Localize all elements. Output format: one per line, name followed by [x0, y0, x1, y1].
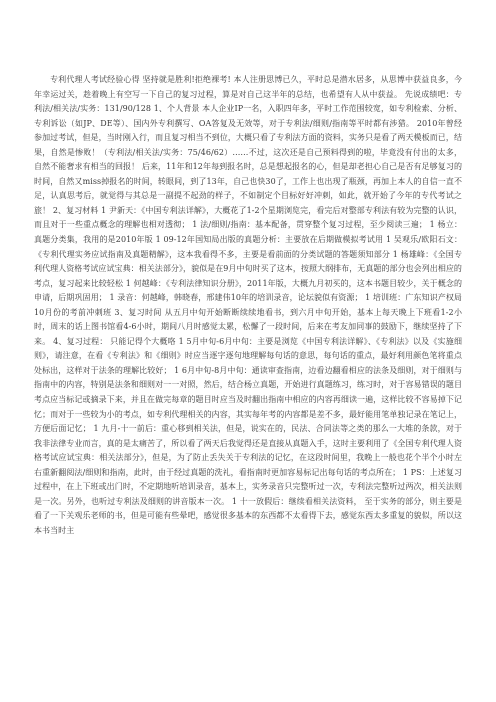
document-body: 专利代理人考试经验心得 坚持就是胜利!拒绝裸考! 本人注册思博已久，平时总是潜水居多，从思博中获益良多，今年幸运过关，趁着晚上有空写一下自己的复习过程，算是对自己这半年的总结，也希望有人从中获益。 先说成绩吧：专利法/相关法/实务：131/90/128 1、个人背景 本人企业IP一名，入职四年多，平时工作范围较宽，如专利检索、分析、专利诉讼（如JP、DE等）、国内外专利撰写、OA答复及无效等，对于专利法/细则/指南等平时都有涉猎。 2010年曾经参加过考试，但是，当时刚入行，而且复习相当不到位，大概只看了专利法方面的资料，实务只是看了两天模板而已，结果，自然是惨败！（专利法/相关法/实务：75/46/62）……不过，这次还是自己预料得到的啦，毕竟没有付出的太多，自然不能奢求有相当的回报！ 后来，11年和12年每到报名时，总是想起报名的心，但是却老担心自己是否有足够复习的时间，自然又miss掉报名的时间，转眼间，到了13年，自己也快30了，工作上也出现了瓶颈，再加上本人的自信一直不足，认真思考后，就觉得与其总是一副提不起劲的样子，不如制定个目标好好冲刺，如此，就开始了今年的专代考试之旅！ 2、复习材料 1 尹新天：《中国专利法详解》，大概花了1-2个星期浏览完，看完后对整部专利法有较为完整的认识，而且对于一些重点概念的理解也相对透彻； 1 法/细则/指南：基本配备，贯穿整个复习过程，至少阅读三遍； 1 杨立：真题分类集，我用的是2010年版 1 09-12年国知局出版的真题分析：主要放在后期做模拟考试用 1 吴观乐/欧阳石文：《专利代理实务应试指南及真题精解》，这本我看得不多，主要是看前面的分类试题的答题须知部分 1 杨雄峰：《全国专利代理人资格考试应试宝典：相关法部分》，貌似是在9月中旬时买了这本，按照大纲排布，无真题的部分也会列出相应的考点，复习起来比较轻松 1 何越峰：《专利法律知识分册》，2011年版，大概九月初买的，这本书题目较少，关于概念的申请，后期巩固用； 1 录音：何越峰，韩晓春，邢建伟10年的培训录音，论坛貌似有资源； 1 培训班：广东知识产权局10月份的考前冲刺班 3、复习时间 从五月中旬开始断断续续地看书，到六月中旬开始，基本上每天晚上下班看1-2小时，周末的话上图书馆看4-6小时，期间八月时感觉太累，松懈了一段时间，后来在考友加同事的鼓励下，继续坚持了下来。 4、复习过程： 只能记得个大概咯 1 5月中旬-6月中旬：主要是浏览《中国专利法详解》、《专利法》以及《实施细则》，请注意，在看《专利法》和《细则》时应当逐字逐句地理解每句话的意思，每句话的重点，最好利用颜色笔将重点处标出，这样对于法条的理解比较好； 1 6月中旬-8月中旬：通读审查指南，边看边翻看相应的法条及细则，对于细则与指南中的内容，特别是法条和细则对一一对照，然后，结合杨立真题，开始进行真题练习，练习时，对于容易错误的题目考点应当标记或摘录下来，并且在做完每章的题目时应当及时翻出指南中相应的内容再细读一遍，这样比较不容易掉下记忆；而对于一些较为小的考点，如专利代理相关的内容，其实每年考的内容都是差不多，最好能用笔单独记录在笔记上，方便后面记忆； 1 九月-十一前后：重心移到相关法，但是，说实在的，民法、合同法等之类的那么一大堆的条款，对于我非法律专业而言，真的是太痛苦了，所以看了两天后我觉得还是直接从真题入手，这时主要利用了《全国专利代理人资格考试应试宝典：相关法部分》，但是，为了防止丢失关于专利法的记忆，在这段时间里，我晚上一般也花个半个小时左右重新翻阅法/细则和指南，此时，由于经过真题的洗礼，看指南时更加容易标记出每句话的考点所在； 1 PS：上述复习过程中，在上下班或出门时，不定期地听培训录音，基本上，实务录音只完整听过一次，专利法完整听过两次，相关法则是一次。另外，也听过专利法及细则的讲音版本一次。 1 十一放假后：继续看相关法资料， 至于实务的部分，则主要是看了一下关观乐老师的书，但是可能有些晕吧，感觉很多基本的东西都不太看得下去，感觉东西太多重复的貌似，所以这本书当时主 [34, 75, 462, 535]
